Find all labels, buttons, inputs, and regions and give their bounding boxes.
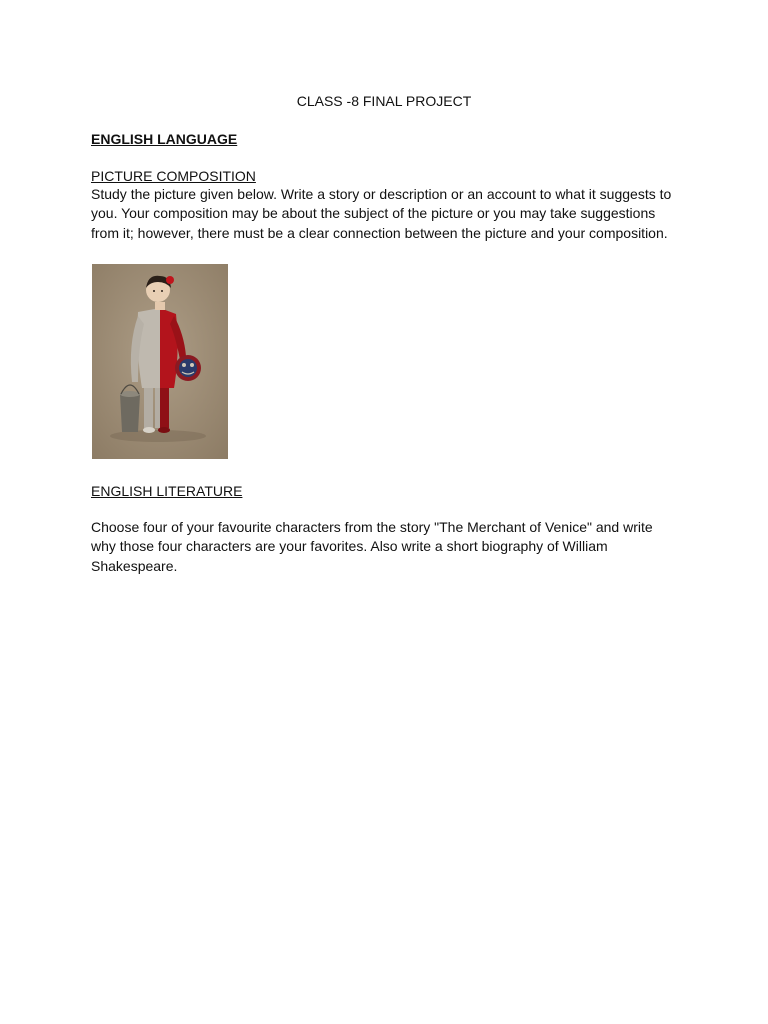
section-heading-english-language: ENGLISH LANGUAGE (91, 131, 238, 147)
section-heading-english-literature: ENGLISH LITERATURE (91, 483, 243, 499)
picture-composition-instructions: Study the picture given below. Write a story or description or an account to what it suggests to you. Your composition may be about the subject of the picture or you may take suggestions from it; however, there must be a clear connection between the picture and your composition. (91, 186, 672, 241)
section-heading-picture-composition: PICTURE COMPOSITION (91, 168, 256, 184)
document-title: CLASS -8 FINAL PROJECT (296, 93, 472, 109)
composition-picture (92, 264, 228, 459)
english-literature-instructions: Choose four of your favourite characters from the story "The Merchant of Venice" and write why those four characters are your favorites. Also write a short biography of William Shakespeare. (91, 519, 653, 574)
